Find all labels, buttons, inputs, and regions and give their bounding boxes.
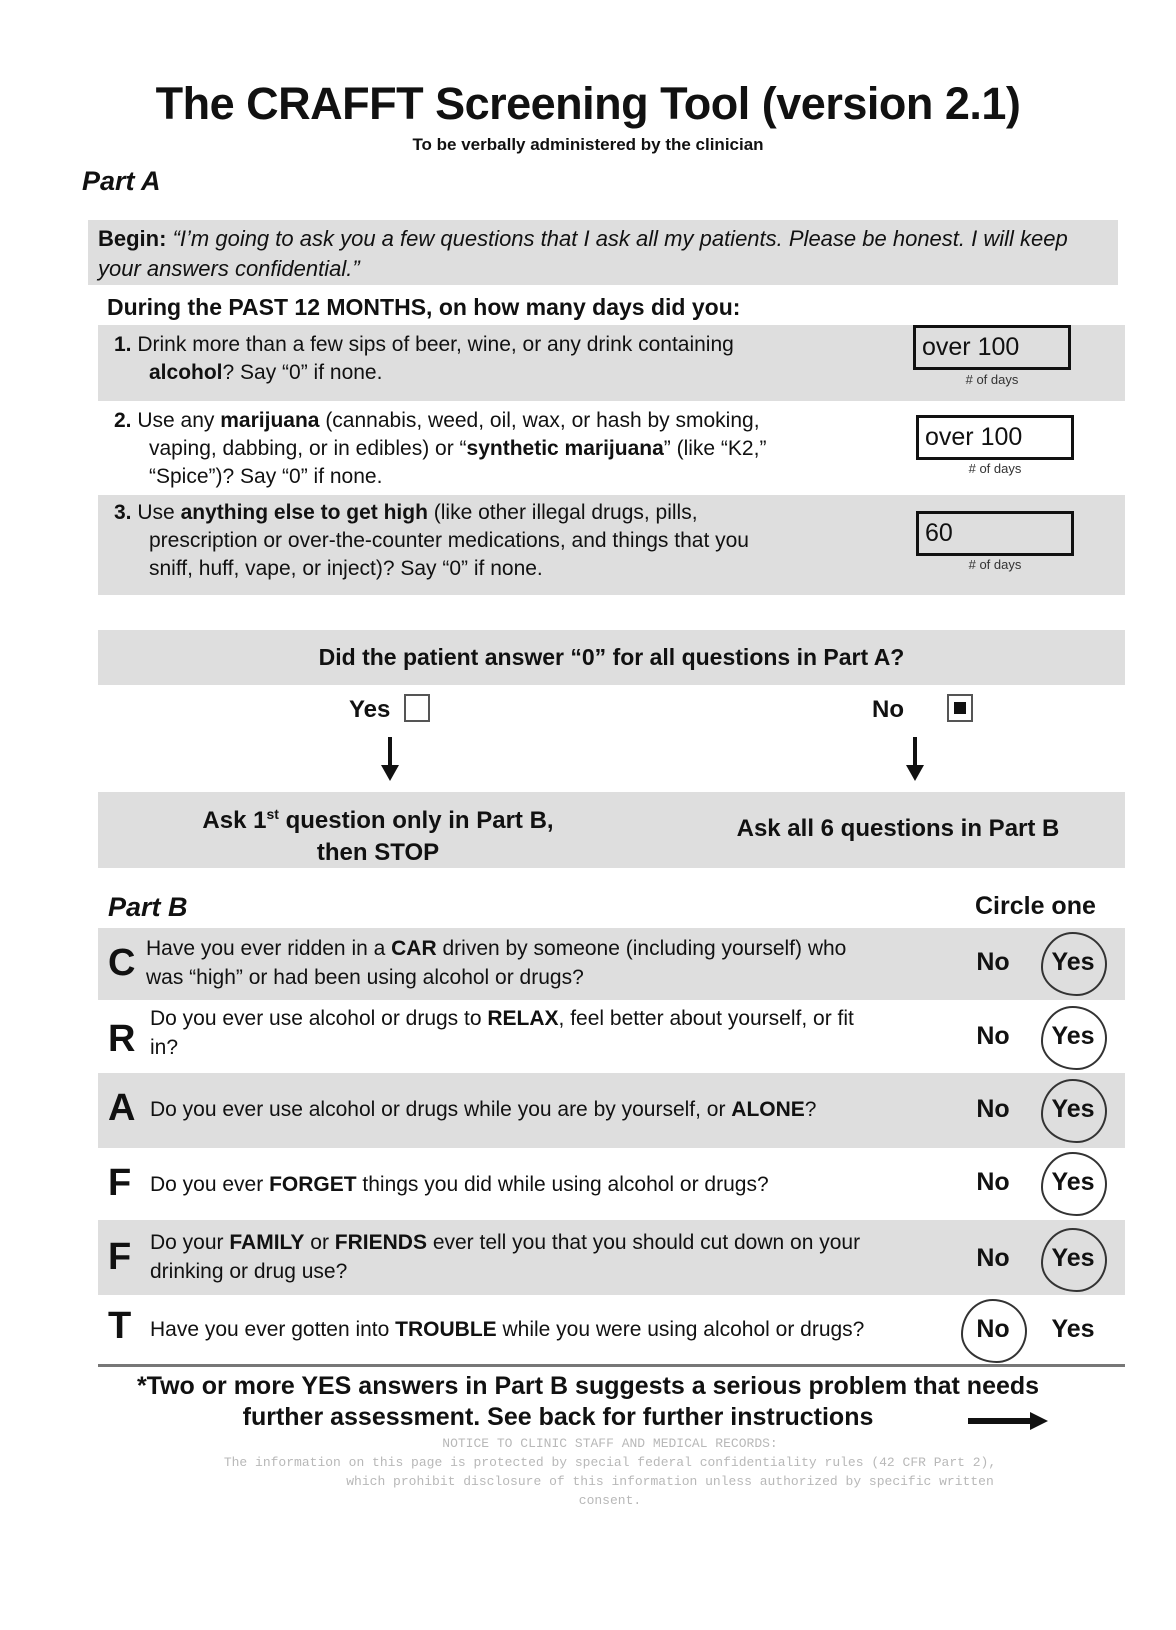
answer-no[interactable]: No — [976, 1095, 1010, 1123]
question-text: Do you ever FORGET things you did while using alcohol or drugs? — [150, 1173, 769, 1196]
question-text: Do your FAMILY or FRIENDS ever tell you that you should cut down on your drinking or drug use? — [150, 1231, 861, 1283]
decision-yes-checkbox[interactable] — [404, 694, 430, 722]
days-input-q2[interactable]: over 100 — [916, 415, 1074, 460]
crafft-letter: R — [108, 1018, 136, 1060]
decision-no-checkbox[interactable] — [947, 694, 973, 722]
right-arrow-icon — [968, 1412, 1050, 1432]
part-a-question-3 — [98, 495, 1125, 595]
no-outcome: Ask all 6 questions in Part B — [736, 815, 1060, 842]
begin-instructions — [88, 220, 1118, 285]
days-input-q3[interactable]: 60 — [916, 511, 1074, 556]
answer-yes[interactable]: Yes — [1043, 1168, 1103, 1197]
part-a-question-2 — [98, 405, 1125, 493]
yes-outcome: Ask 1st question only in Part B, then STOP — [202, 806, 554, 866]
decision-outcomes — [98, 792, 1125, 868]
page-subtitle: To be verbally administered by the clinician — [412, 135, 764, 154]
crafft-letter: A — [108, 1087, 136, 1129]
part-b-row-t — [98, 1295, 1125, 1363]
crafft-letter: T — [108, 1305, 132, 1347]
answer-yes[interactable]: Yes — [1043, 1244, 1103, 1273]
part-a-heading: Part A — [82, 166, 161, 196]
decision-no-label: No — [872, 696, 904, 723]
part-b-row-r — [98, 1000, 1125, 1073]
part-a-question-1 — [98, 325, 1125, 401]
question-text: 3. Use anything else to get high (like other illegal drugs, pills, prescription or over-the-counter medications, and things that you sniff, huff, vape, or inject)? Say “0” if none. — [114, 501, 749, 580]
days-label: # of days — [968, 557, 1022, 572]
answer-no[interactable]: No — [963, 1315, 1023, 1344]
answer-no[interactable]: No — [976, 1022, 1010, 1050]
question-text: Do you ever use alcohol or drugs to RELAX, feel better about yourself, or fit in? — [150, 1007, 854, 1059]
begin-quote: “I’m going to ask you a few questions that I ask all my patients. Please be honest. I will keep your answers confidential.” — [98, 226, 1068, 281]
question-text: 1. Drink more than a few sips of beer, wine, or any drink containing alcohol? Say “0” if none. — [114, 333, 734, 384]
question-text: 2. Use any marijuana (cannabis, weed, oil, wax, or hash by smoking, vaping, dabbing, or in edibles) or “synthetic marijuana” (like “K2,” “Spice”)? Say “0” if none. — [114, 409, 767, 488]
part-b-row-f-forget — [98, 1148, 1125, 1220]
answer-yes[interactable]: Yes — [1043, 948, 1103, 977]
part-a-prompt: During the PAST 12 MONTHS, on how many days did you: — [107, 294, 741, 320]
scoring-note: *Two or more YES answers in Part B suggests a serious problem that needs further assessment. See back for further instructions — [136, 1372, 1040, 1431]
crafft-letter: F — [108, 1236, 132, 1278]
answer-no[interactable]: No — [976, 948, 1010, 976]
crafft-letter: F — [108, 1162, 132, 1204]
crafft-letter: C — [108, 942, 136, 984]
confidentiality-notice: NOTICE TO CLINIC STAFF AND MEDICAL RECORDS: The information on this page is protected by special federal confidentiality rules (42 CFR Part 2), which prohibit disclosure of this information unless authorized by specific written consent. — [223, 1436, 997, 1508]
answer-no[interactable]: No — [976, 1244, 1010, 1272]
begin-label: Begin: — [98, 226, 167, 251]
answer-yes[interactable]: Yes — [1043, 1095, 1103, 1124]
days-input-q1[interactable]: over 100 — [913, 325, 1071, 370]
answer-no[interactable]: No — [976, 1168, 1010, 1196]
question-text: Have you ever gotten into TROUBLE while you were using alcohol or drugs? — [150, 1318, 865, 1341]
part-b-row-a — [98, 1073, 1125, 1148]
days-label: # of days — [968, 461, 1022, 476]
question-text: Have you ever ridden in a CAR driven by someone (including yourself) who was “high” or had been using alcohol or drugs? — [146, 937, 847, 989]
decision-yes-label: Yes — [349, 696, 391, 723]
answer-yes[interactable]: Yes — [1051, 1315, 1095, 1343]
circle-one-label: Circle one — [975, 892, 1096, 920]
answer-yes[interactable]: Yes — [1043, 1022, 1103, 1051]
days-label: # of days — [965, 372, 1019, 387]
part-b-row-c — [98, 928, 1125, 1000]
page-title: The CRAFFT Screening Tool (version 2.1) — [155, 78, 1021, 129]
decision-question: Did the patient answer “0” for all questions in Part A? — [98, 630, 1125, 685]
part-b-row-f-family — [98, 1220, 1125, 1295]
question-text: Do you ever use alcohol or drugs while you are by yourself, or ALONE? — [150, 1098, 817, 1121]
part-b-heading: Part B — [108, 892, 188, 922]
divider — [98, 1364, 1125, 1367]
